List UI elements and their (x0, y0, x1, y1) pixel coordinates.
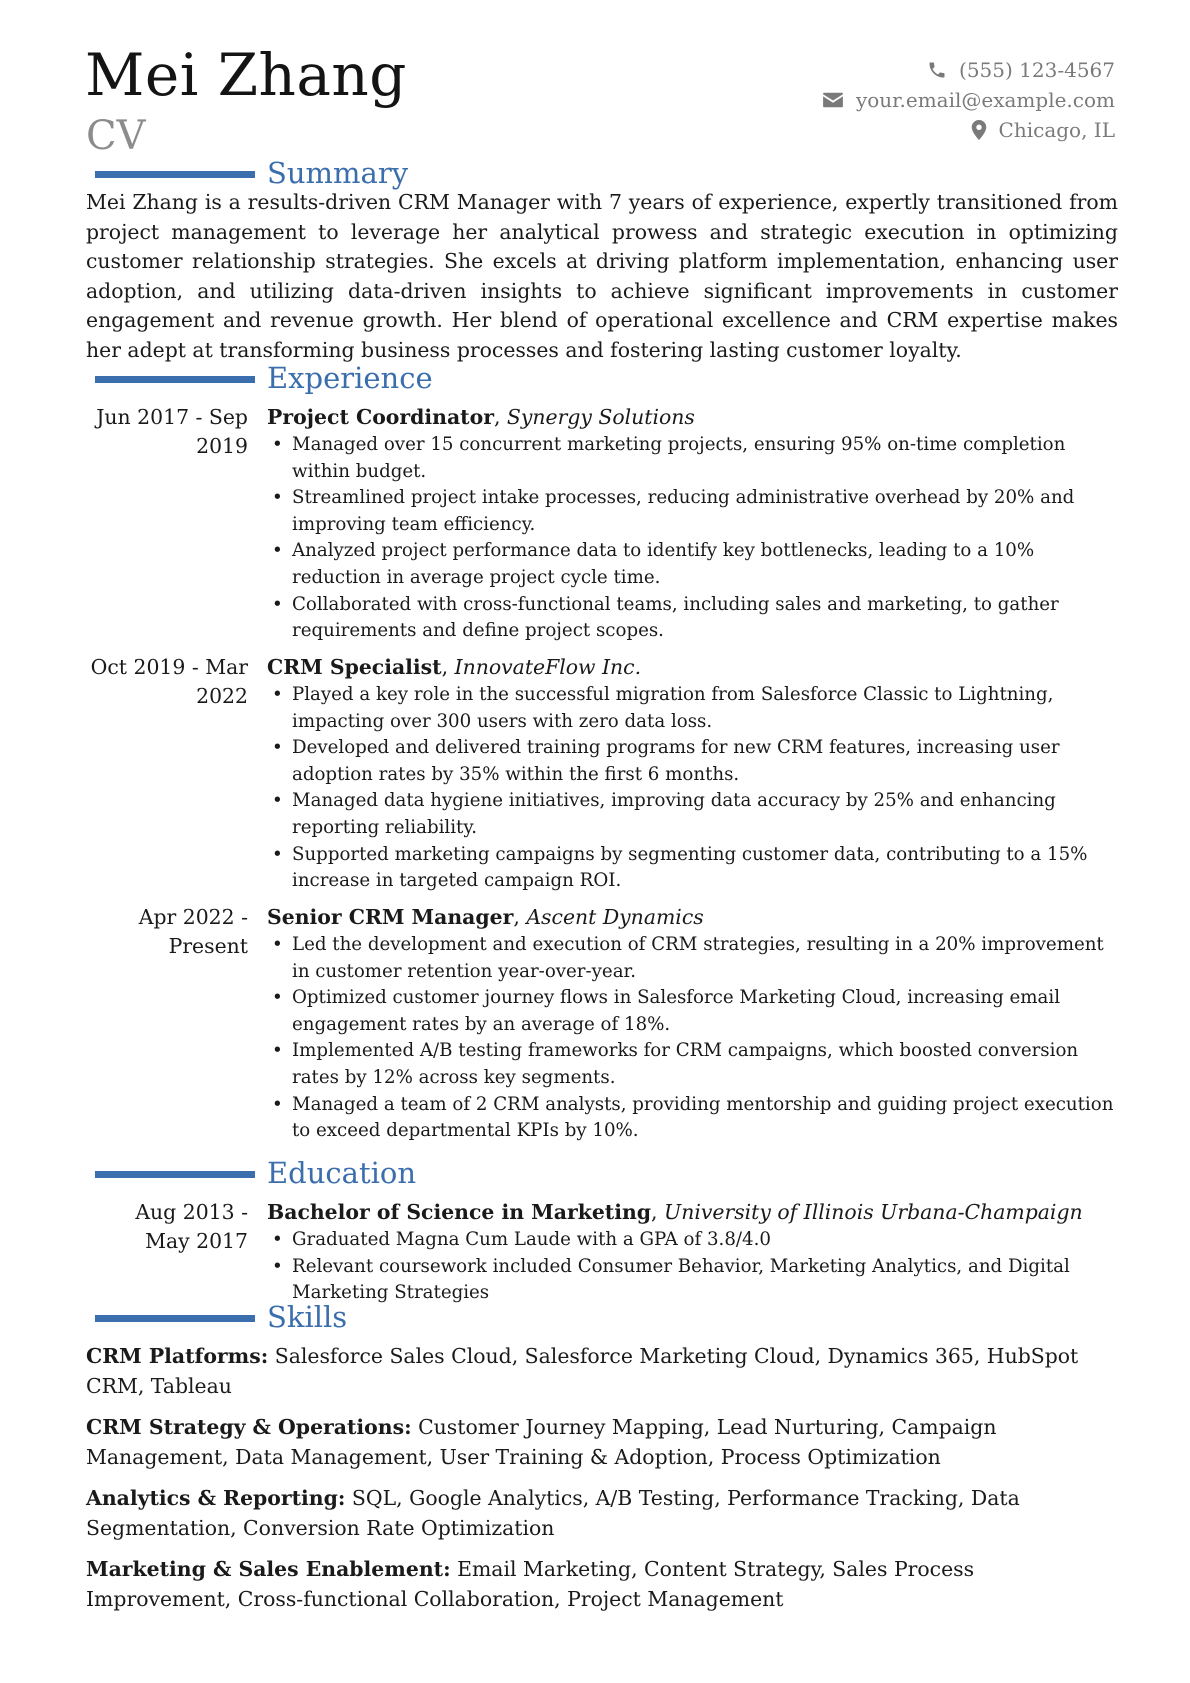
entry-date: Aug 2013 - May 2017 (135, 1200, 248, 1253)
skill-items: Email Marketing, Content Strategy, Sales Process Improvement, Cross-functional Collaboration, Project Management (86, 1557, 975, 1611)
entry-body (267, 403, 1118, 645)
bullet-item: • Developed and delivered training programs for new CRM features, increasing user adoption rates by 35% within the first 6 months. (267, 735, 1118, 788)
section-rule (95, 1171, 255, 1178)
contact-location (822, 115, 1115, 145)
document-type: CV (86, 113, 146, 159)
skill-group (86, 1555, 1118, 1614)
bullet-item: • Managed data hygiene initiatives, improving data accuracy by 25% and enhancing reporting reliability. (267, 788, 1118, 841)
entry-bullets (267, 1227, 1118, 1307)
bullet-item: • Supported marketing campaigns by segmenting customer data, contributing to a 15% increase in targeted campaign ROI. (267, 842, 1118, 895)
section-rule (95, 171, 255, 178)
entry-role: CRM Specialist (267, 655, 442, 679)
bullet-item: • Graduated Magna Cum Laude with a GPA of 3.8/4.0 (267, 1227, 1118, 1254)
entry-body (267, 903, 1118, 1145)
skill-category: CRM Platforms: (86, 1344, 269, 1368)
skill-group (86, 1413, 1118, 1472)
summary-text: Mei Zhang is a results-driven CRM Manager with 7 years of experience, expertly transitioned from project management to leverage her analytical prowess and strategic execution in optimizing customer relationship strategies. She excels at driving platform implementation, enhancing user adoption, and utilizing data-driven insights to achieve significant improvements in customer engagement and revenue growth. Her blend of operational excellence and CRM expertise makes her adept at transforming business processes and fostering lasting customer loyalty. (86, 190, 1118, 362)
skill-items: Customer Journey Mapping, Lead Nurturing, Campaign Management, Data Management, User Training & Adoption, Process Optimization (86, 1415, 997, 1469)
bullet-item: • Collaborated with cross-functional teams, including sales and marketing, to gather requirements and define project scopes. (267, 592, 1118, 645)
entry-heading: Bachelor of Science in Marketing, University of Illinois Urbana-Champaign (267, 1200, 1083, 1224)
entry-organization: Synergy Solutions (506, 405, 695, 429)
entry-heading: Project Coordinator, Synergy Solutions (267, 405, 695, 429)
phone-icon (927, 60, 947, 80)
entry-degree: Bachelor of Science in Marketing (267, 1200, 652, 1224)
entry-organization: Ascent Dynamics (526, 905, 704, 929)
skill-category: CRM Strategy & Operations: (86, 1415, 412, 1439)
section-rule (95, 376, 255, 383)
candidate-name: Mei Zhang (85, 41, 407, 109)
entry-bullets (267, 682, 1118, 895)
skill-items: Salesforce Sales Cloud, Salesforce Marketing Cloud, Dynamics 365, HubSpot CRM, Tableau (86, 1344, 1079, 1398)
entry-date: Oct 2019 - Mar 2022 (90, 655, 248, 708)
entry-role: Senior CRM Manager (267, 905, 514, 929)
bullet-item: • Streamlined project intake processes, reducing administrative overhead by 20% and improving team efficiency. (267, 485, 1118, 538)
skills-list (86, 1342, 1118, 1626)
location-text: Chicago, IL (998, 118, 1115, 142)
bullet-item: • Led the development and execution of CRM strategies, resulting in a 20% improvement in customer retention year-over-year. (267, 932, 1118, 985)
skill-category: Marketing & Sales Enablement: (86, 1557, 451, 1581)
contact-phone (822, 55, 1115, 85)
entry-body (267, 653, 1118, 895)
entry-heading: CRM Specialist, InnovateFlow Inc. (267, 655, 642, 679)
entry-bullets (267, 432, 1118, 645)
skill-category: Analytics & Reporting: (86, 1486, 346, 1510)
section-title: Skills (267, 1300, 348, 1334)
section-rule (95, 1315, 255, 1322)
entry-date: Apr 2022 - Present (138, 905, 248, 958)
entry-date: Jun 2017 - Sep 2019 (96, 405, 248, 458)
bullet-item: • Relevant coursework included Consumer Behavior, Marketing Analytics, and Digital Marketing Strategies (267, 1254, 1118, 1307)
contact-block (822, 55, 1115, 145)
entry-bullets (267, 932, 1118, 1145)
entry-institution: University of Illinois Urbana-Champaign (664, 1200, 1083, 1224)
skill-items: SQL, Google Analytics, A/B Testing, Performance Tracking, Data Segmentation, Conversion Rate Optimization (86, 1486, 1020, 1540)
section-title: Education (267, 1156, 417, 1190)
email-link[interactable]: your.email@example.com (855, 88, 1115, 112)
section-title: Experience (267, 361, 433, 395)
bullet-item: • Implemented A/B testing frameworks for CRM campaigns, which boosted conversion rates by 12% across key segments. (267, 1038, 1118, 1091)
bullet-item: • Managed over 15 concurrent marketing projects, ensuring 95% on-time completion within budget. (267, 432, 1118, 485)
bullet-item: • Managed a team of 2 CRM analysts, providing mentorship and guiding project execution to exceed departmental KPIs by 10%. (267, 1092, 1118, 1145)
map-pin-icon (971, 120, 987, 140)
bullet-item: • Optimized customer journey flows in Salesforce Marketing Cloud, increasing email engagement rates by an average of 18%. (267, 985, 1118, 1038)
skill-group (86, 1342, 1118, 1401)
contact-email[interactable] (822, 85, 1115, 115)
skill-group (86, 1484, 1118, 1543)
section-title: Summary (267, 156, 409, 190)
envelope-icon (822, 91, 844, 109)
bullet-item: • Played a key role in the successful migration from Salesforce Classic to Lightning, impacting over 300 users with zero data loss. (267, 682, 1118, 735)
entry-heading: Senior CRM Manager, Ascent Dynamics (267, 905, 704, 929)
phone-text: (555) 123-4567 (959, 58, 1115, 82)
entry-organization: InnovateFlow Inc. (454, 655, 642, 679)
bullet-item: • Analyzed project performance data to identify key bottlenecks, leading to a 10% reduction in average project cycle time. (267, 538, 1118, 591)
entry-role: Project Coordinator (267, 405, 494, 429)
entry-body (267, 1198, 1118, 1307)
